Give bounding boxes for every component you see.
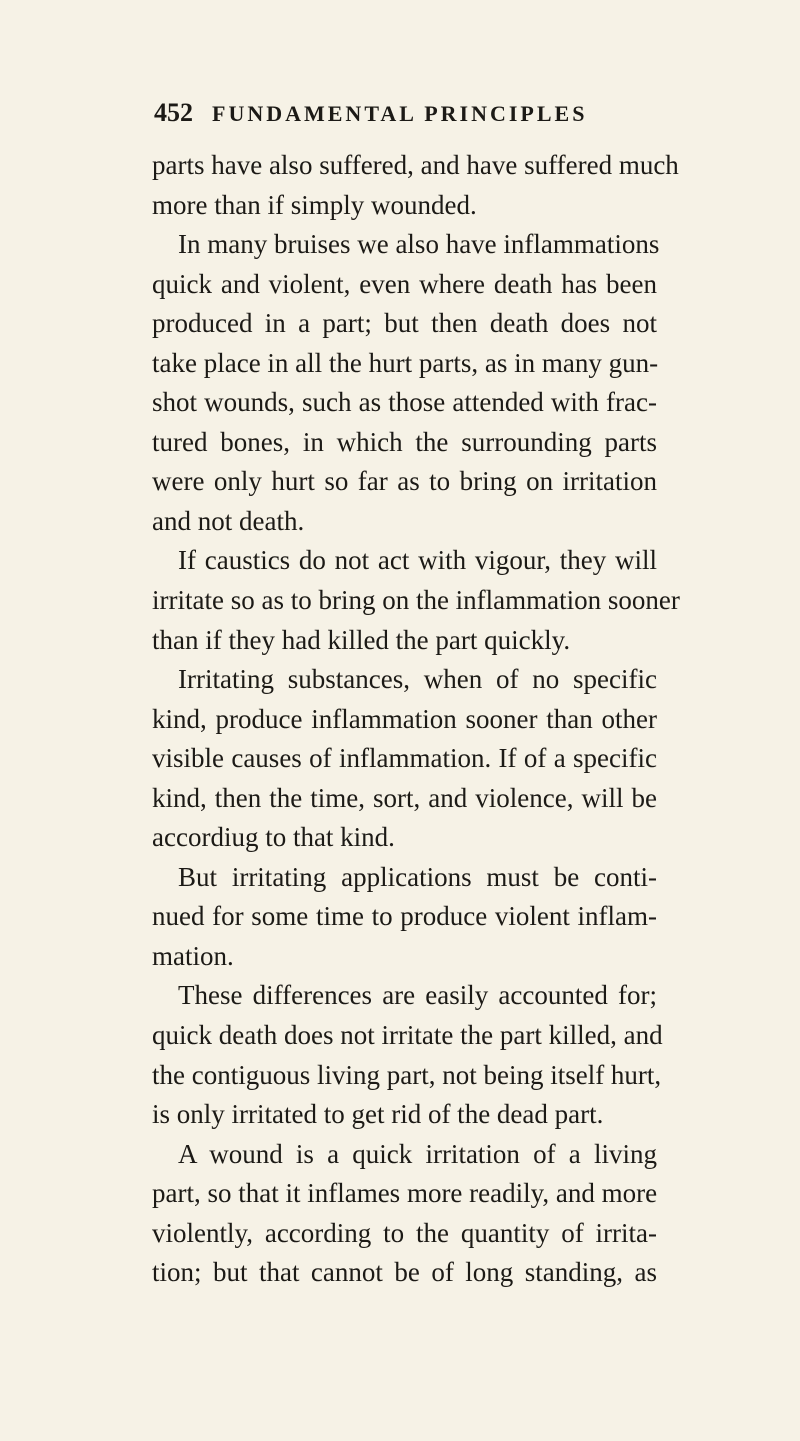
text-line: A wound is a quick irritation of a living	[178, 1138, 657, 1169]
text-line: visible causes of inflammation. If of a specific	[152, 743, 657, 774]
page-header	[154, 98, 654, 138]
text-line: These differences are easily accounted for;	[178, 980, 657, 1011]
text-line: quick death does not irritate the part killed, and	[152, 1020, 663, 1051]
text-line: But irritating applications must be conti-	[178, 861, 657, 892]
text-line: kind, then the time, sort, and violence, will be	[152, 782, 657, 813]
text-line: is only irritated to get rid of the dead part.	[152, 1099, 604, 1130]
text-line: In many bruises we also have inflammations	[178, 229, 660, 260]
text-line: than if they had killed the part quickly.	[152, 624, 571, 655]
text-line: violently, according to the quantity of irrita-	[152, 1217, 657, 1248]
text-line: mation.	[152, 940, 234, 971]
text-line: tured bones, in which the surrounding parts	[152, 426, 657, 457]
text-line: irritate so as to bring on the inflammation sooner	[152, 585, 680, 616]
text-line: shot wounds, such as those attended with frac-	[152, 387, 657, 418]
body-text	[152, 146, 680, 1293]
text-line: and not death.	[152, 505, 305, 536]
text-line: If caustics do not act with vigour, they will	[178, 545, 657, 576]
running-head: FUNDAMENTAL PRINCIPLES	[212, 101, 588, 126]
text-line: tion; but that cannot be of long standing, as	[152, 1257, 657, 1288]
text-line: nued for some time to produce violent inflam-	[152, 901, 657, 932]
text-line: Irritating substances, when of no specific	[178, 664, 657, 695]
text-line: quick and violent, even where death has been	[152, 268, 657, 299]
text-line: more than if simply wounded.	[152, 189, 477, 220]
text-line: were only hurt so far as to bring on irritation	[152, 466, 657, 497]
text-line: parts have also suffered, and have suffered much	[152, 150, 679, 180]
text-line: take place in all the hurt parts, as in many gun-	[152, 347, 659, 378]
text-line: kind, produce inflammation sooner than other	[152, 703, 657, 734]
page-number: 452	[154, 98, 193, 127]
text-line: part, so that it inflames more readily, and more	[152, 1178, 658, 1209]
text-line: accordiug to that kind.	[152, 822, 395, 853]
text-line: produced in a part; but then death does not	[152, 308, 657, 339]
text-line: the contiguous living part, not being itself hurt,	[152, 1059, 662, 1090]
